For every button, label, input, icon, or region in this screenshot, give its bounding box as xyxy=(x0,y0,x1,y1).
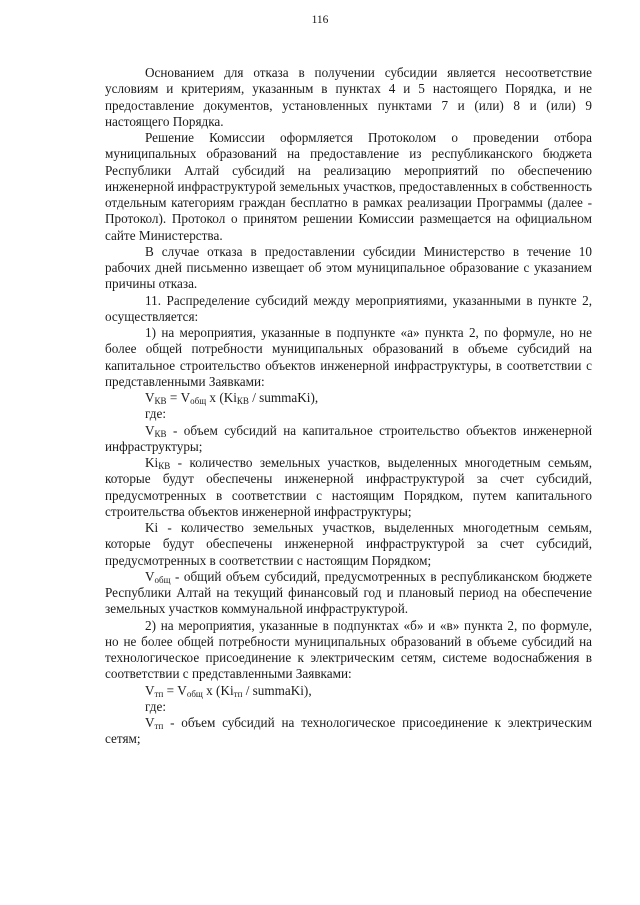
paragraph-refusal-grounds: Основанием для отказа в получении субсидии является несоответствие условиям и критериям, указанным в пунктах 4 и 5 настоящего Порядка, и не предоставление документов, установленных пунктами 7 и (или) 8 и (или) 9 настоящего Порядка. xyxy=(105,65,592,129)
paragraph-item-1: 1) на мероприятия, указанные в подпункте «а» пункта 2, по формуле, но не более общей потребности муниципальных образований в объеме субсидий на капитальное строительство объектов инженерной инфраструктуры, в соответствии с представленными Заявками: xyxy=(105,325,592,389)
paragraph-distribution: 11. Распределение субсидий между мероприятиями, указанными в пункте 2, осуществляется: xyxy=(105,292,592,324)
definition-ki: Ki - количество земельных участков, выделенных многодетным семьям, которые будут обеспечены инженерной инфраструктурой за счет субсидий, предусмотренных в соответствии с настоящим Порядком; xyxy=(105,520,592,568)
paragraph-refusal-notice: В случае отказа в предоставлении субсидии Министерство в течение 10 рабочих дней письменно извещает об этом муниципальное образование с указанием причины отказа. xyxy=(105,243,592,292)
definition-vkv: $V_{КВ}$ - объем субсидий на капитальное строительство объектов инженерной инфраструктуры; xyxy=(105,422,592,454)
definition-kikv: $Ki_{КВ}$ - количество земельных участков, выделенных многодетным семьям, которые будут обеспечены инженерной инфраструктурой за счет субсидий, предусмотренных в соответствии с настоящим Порядком, путем капитального строительства объектов инженерной инфраструктуры; xyxy=(105,455,592,519)
where-label-1: где: xyxy=(145,406,166,422)
definition-vobsh: $V_{общ}$ - общий объем субсидий, предусмотренных в республиканском бюджете Республики Алтай на текущий финансовый год и плановый период на обеспечение земельных участков коммунальной инфраструктурой. xyxy=(105,568,592,617)
definition-vtp: $V_{тп}$ - объем субсидий на технологическое присоединение к электрическим сетям; xyxy=(105,715,592,747)
paragraph-commission-decision: Решение Комиссии оформляется Протоколом о проведении отбора муниципальных образований на предоставление из республиканского бюджета Республики Алтай субсидий на реализацию мероприятий по обеспечению инженерной инфраструктурой земельных участков, предоставленных в собственность отдельным категориям граждан бесплатно в рамках реализации Программы (далее - Протокол). Протокол о принятом решении Комиссии размещается на официальном сайте Министерства. xyxy=(105,130,592,243)
document-body xyxy=(105,65,592,748)
formula-vtp: $V_{тп} = V_{общ}$ x ($Ki_{тп}$ / summaKi), xyxy=(145,682,312,699)
page-number: 116 xyxy=(311,14,329,26)
formula-vkv: $V_{КВ} = V_{общ}$ x ($Ki_{КВ}$ / summaKi), xyxy=(145,390,319,406)
paragraph-item-2: 2) на мероприятия, указанные в подпунктах «б» и «в» пункта 2, по формуле, но не более общей потребности муниципальных образований в объеме субсидий на технологическое присоединение к электрическим сетям, системе водоснабжения в соответствии с представленными Заявками: xyxy=(105,617,592,682)
where-label-2: где: xyxy=(145,698,166,714)
